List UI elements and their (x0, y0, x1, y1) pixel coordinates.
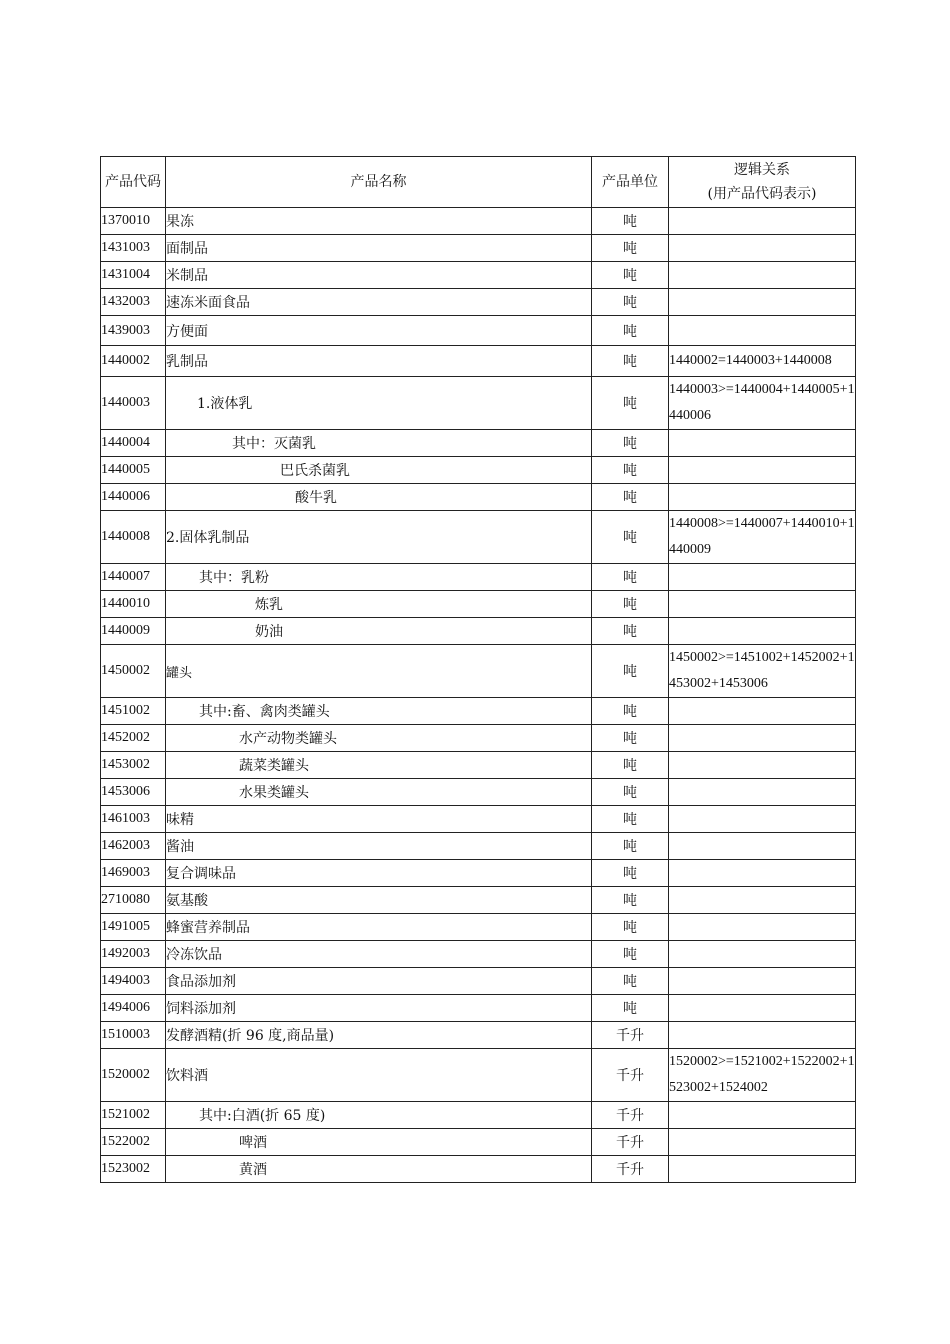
product-unit: 吨 (592, 645, 669, 698)
product-code: 1440004 (101, 430, 166, 457)
logic-relation (669, 1102, 856, 1129)
table-row (101, 316, 856, 346)
table-row (101, 457, 856, 484)
table-row (101, 346, 856, 377)
logic-relation (669, 484, 856, 511)
product-unit: 吨 (592, 511, 669, 564)
product-name: 水产动物类罐头 (166, 725, 592, 752)
table-row (101, 995, 856, 1022)
product-name: 奶油 (166, 618, 592, 645)
product-name: 蜂蜜营养制品 (166, 914, 592, 941)
product-code: 1370010 (101, 208, 166, 235)
product-unit: 吨 (592, 262, 669, 289)
logic-relation (669, 289, 856, 316)
product-unit: 吨 (592, 618, 669, 645)
product-code: 1452002 (101, 725, 166, 752)
product-unit: 吨 (592, 430, 669, 457)
product-code: 1491005 (101, 914, 166, 941)
header-unit: 产品单位 (592, 157, 669, 208)
product-code: 1432003 (101, 289, 166, 316)
product-name: 啤酒 (166, 1129, 592, 1156)
logic-relation (669, 941, 856, 968)
product-code-table (100, 156, 856, 1183)
product-code: 1461003 (101, 806, 166, 833)
table-row (101, 564, 856, 591)
logic-relation (669, 725, 856, 752)
product-unit: 吨 (592, 698, 669, 725)
product-code: 1494003 (101, 968, 166, 995)
header-code: 产品代码 (101, 157, 166, 208)
logic-relation: 1440002=1440003+1440008 (669, 346, 856, 377)
table-row (101, 289, 856, 316)
product-unit: 吨 (592, 806, 669, 833)
product-name: 黄酒 (166, 1156, 592, 1183)
logic-relation: 1440008>=1440007+1440010+1440009 (669, 511, 856, 564)
product-code: 1450002 (101, 645, 166, 698)
product-name: 面制品 (166, 235, 592, 262)
product-unit: 吨 (592, 779, 669, 806)
table-row (101, 618, 856, 645)
table-row (101, 1156, 856, 1183)
product-name: 方便面 (166, 316, 592, 346)
product-unit: 吨 (592, 941, 669, 968)
logic-relation (669, 208, 856, 235)
product-name: 其中:白酒(折 65 度) (166, 1102, 592, 1129)
product-code: 1440007 (101, 564, 166, 591)
product-unit: 吨 (592, 235, 669, 262)
product-name: 其中：乳粉 (166, 564, 592, 591)
product-code: 1494006 (101, 995, 166, 1022)
header-row (101, 157, 856, 208)
product-code: 1521002 (101, 1102, 166, 1129)
header-relation-line1: 逻辑关系 (734, 162, 790, 178)
product-name: 蔬菜类罐头 (166, 752, 592, 779)
table-row (101, 484, 856, 511)
table-row (101, 208, 856, 235)
product-name: 米制品 (166, 262, 592, 289)
product-code: 1510003 (101, 1022, 166, 1049)
table-row (101, 914, 856, 941)
product-code: 1440008 (101, 511, 166, 564)
logic-relation (669, 968, 856, 995)
product-unit: 吨 (592, 289, 669, 316)
product-name: 乳制品 (166, 346, 592, 377)
product-code: 1469003 (101, 860, 166, 887)
product-unit: 千升 (592, 1022, 669, 1049)
logic-relation (669, 806, 856, 833)
product-name: 果冻 (166, 208, 592, 235)
product-code: 1431003 (101, 235, 166, 262)
product-unit: 千升 (592, 1049, 669, 1102)
logic-relation (669, 235, 856, 262)
product-unit: 吨 (592, 887, 669, 914)
product-unit: 吨 (592, 725, 669, 752)
table-row (101, 591, 856, 618)
logic-relation (669, 457, 856, 484)
logic-relation (669, 591, 856, 618)
table-row (101, 968, 856, 995)
logic-relation (669, 860, 856, 887)
product-name: 复合调味品 (166, 860, 592, 887)
product-code: 1440003 (101, 377, 166, 430)
product-unit: 吨 (592, 833, 669, 860)
product-name: 氨基酸 (166, 887, 592, 914)
product-name: 水果类罐头 (166, 779, 592, 806)
product-unit: 千升 (592, 1156, 669, 1183)
product-code: 1462003 (101, 833, 166, 860)
table-row (101, 752, 856, 779)
product-unit: 吨 (592, 484, 669, 511)
product-unit: 吨 (592, 860, 669, 887)
header-name: 产品名称 (166, 157, 592, 208)
product-name: 酱油 (166, 833, 592, 860)
table-row (101, 941, 856, 968)
product-unit: 吨 (592, 377, 669, 430)
table-row (101, 1129, 856, 1156)
product-unit: 吨 (592, 346, 669, 377)
logic-relation: 1440003>=1440004+1440005+1440006 (669, 377, 856, 430)
product-code: 1439003 (101, 316, 166, 346)
product-name: 2.固体乳制品 (166, 511, 592, 564)
product-code: 2710080 (101, 887, 166, 914)
product-name: 味精 (166, 806, 592, 833)
product-name: 饲料添加剂 (166, 995, 592, 1022)
logic-relation: 1450002>=1451002+1452002+1453002+1453006 (669, 645, 856, 698)
product-code: 1453006 (101, 779, 166, 806)
header-relation (669, 157, 856, 208)
table-row (101, 1022, 856, 1049)
logic-relation: 1520002>=1521002+1522002+1523002+1524002 (669, 1049, 856, 1102)
table-row (101, 779, 856, 806)
product-code: 1440002 (101, 346, 166, 377)
product-unit: 吨 (592, 914, 669, 941)
logic-relation (669, 752, 856, 779)
table-row (101, 645, 856, 698)
table-row (101, 833, 856, 860)
logic-relation (669, 833, 856, 860)
logic-relation (669, 316, 856, 346)
product-unit: 吨 (592, 591, 669, 618)
product-unit: 吨 (592, 968, 669, 995)
product-name: 炼乳 (166, 591, 592, 618)
product-unit: 吨 (592, 457, 669, 484)
table-row (101, 1049, 856, 1102)
product-name: 食品添加剂 (166, 968, 592, 995)
table-row (101, 377, 856, 430)
logic-relation (669, 887, 856, 914)
product-code: 1440006 (101, 484, 166, 511)
product-name: 1.液体乳 (166, 377, 592, 430)
table-row (101, 725, 856, 752)
table-row (101, 511, 856, 564)
product-code: 1453002 (101, 752, 166, 779)
product-unit: 吨 (592, 995, 669, 1022)
product-name: 其中：灭菌乳 (166, 430, 592, 457)
table-row (101, 262, 856, 289)
product-code: 1523002 (101, 1156, 166, 1183)
table-row (101, 887, 856, 914)
product-name: 巴氏杀菌乳 (166, 457, 592, 484)
product-name: 冷冻饮品 (166, 941, 592, 968)
product-unit: 千升 (592, 1129, 669, 1156)
product-code: 1440009 (101, 618, 166, 645)
product-name: 发酵酒精(折 96 度,商品量) (166, 1022, 592, 1049)
product-name: 酸牛乳 (166, 484, 592, 511)
product-unit: 吨 (592, 316, 669, 346)
table-row (101, 860, 856, 887)
product-unit: 千升 (592, 1102, 669, 1129)
product-name: 罐头 (166, 645, 592, 698)
table-row (101, 806, 856, 833)
logic-relation (669, 779, 856, 806)
logic-relation (669, 564, 856, 591)
product-code: 1440010 (101, 591, 166, 618)
logic-relation (669, 1022, 856, 1049)
logic-relation (669, 430, 856, 457)
table-row (101, 698, 856, 725)
product-code: 1440005 (101, 457, 166, 484)
logic-relation (669, 618, 856, 645)
logic-relation (669, 1129, 856, 1156)
product-code: 1451002 (101, 698, 166, 725)
product-unit: 吨 (592, 752, 669, 779)
product-code: 1492003 (101, 941, 166, 968)
product-unit: 吨 (592, 564, 669, 591)
header-relation-line2: (用产品代码表示) (707, 186, 817, 202)
product-unit: 吨 (592, 208, 669, 235)
product-code: 1520002 (101, 1049, 166, 1102)
product-name: 饮料酒 (166, 1049, 592, 1102)
product-code: 1522002 (101, 1129, 166, 1156)
logic-relation (669, 995, 856, 1022)
table-row (101, 430, 856, 457)
logic-relation (669, 698, 856, 725)
product-code: 1431004 (101, 262, 166, 289)
table-row (101, 1102, 856, 1129)
product-name: 其中:畜、禽肉类罐头 (166, 698, 592, 725)
product-name: 速冻米面食品 (166, 289, 592, 316)
table-row (101, 235, 856, 262)
logic-relation (669, 262, 856, 289)
logic-relation (669, 914, 856, 941)
logic-relation (669, 1156, 856, 1183)
